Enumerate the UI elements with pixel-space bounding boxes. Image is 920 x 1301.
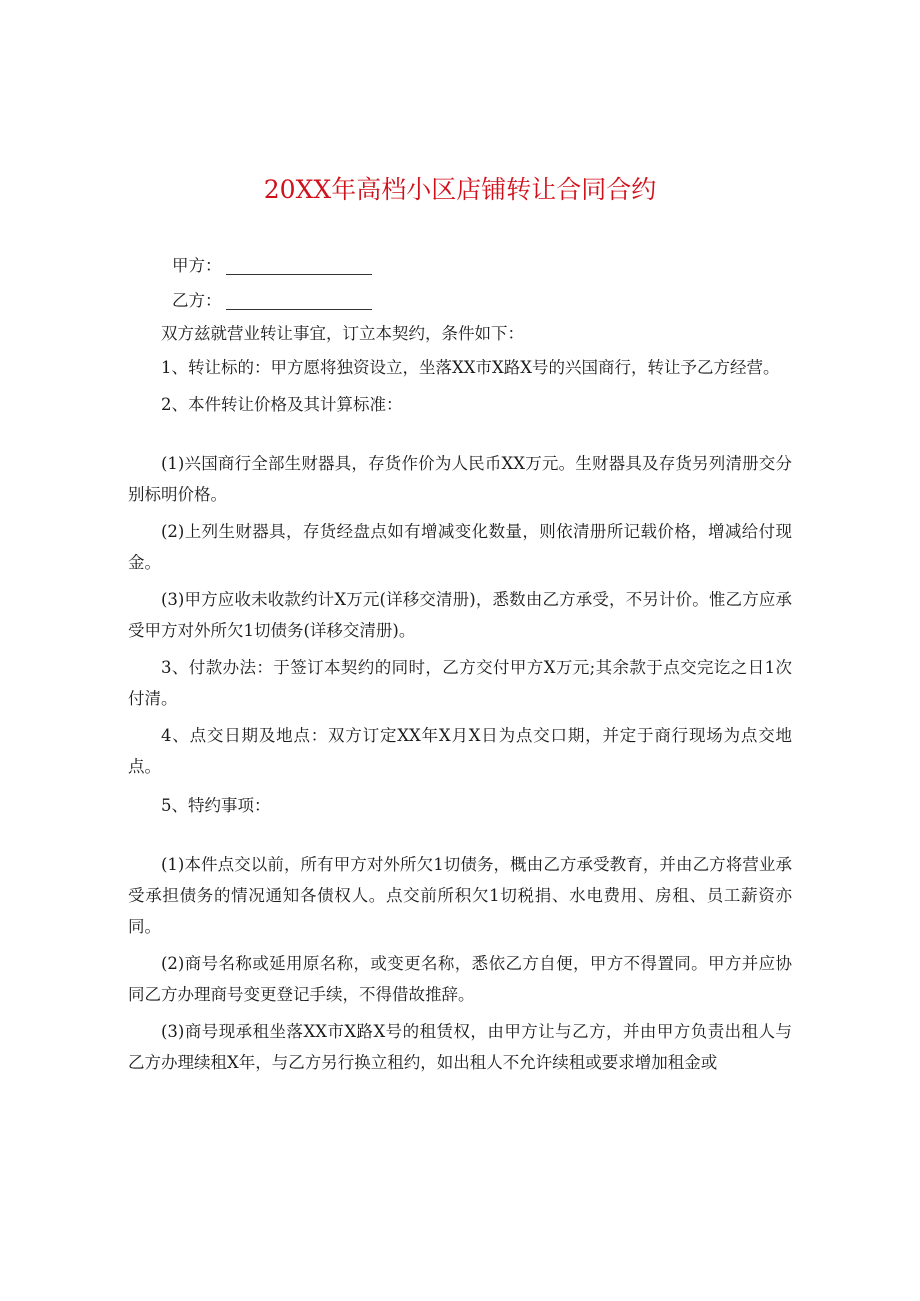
clause-2-item-3: (3)甲方应收未收款约计X万元(详移交清册)，悉数由乙方承受，不另计价。惟乙方应承受甲方对外所欠1切债务(详移交清册)。 — [128, 590, 792, 640]
party-b-label: 乙方： — [172, 291, 222, 310]
clause-4: 4、点交日期及地点：双方订定XX年X月X日为点交口期，并定于商行现场为点交地点。 — [128, 726, 792, 776]
clause-5-item-3: (3)商号现承租坐落XX市X路X号的租赁权，由甲方让与乙方，并由甲方负责出租人与乙方办理续租X年，与乙方另行换立租约，如出租人不允许续租或要求增加租金或 — [128, 1022, 792, 1072]
clause-5-item-2: (2)商号名称或延用原名称，或变更名称，悉依乙方自便，甲方不得置同。甲方并应协同乙方办理商号变更登记手续，不得借故推辞。 — [128, 954, 792, 1004]
clause-1: 1、转让标的：甲方愿将独资设立，坐落XX市X路X号的兴国商行，转让予乙方经营。 — [161, 358, 780, 377]
clause-5-item-1: (1)本件点交以前，所有甲方对外所欠1切债务，概由乙方承受教育，并由乙方将营业承受承担债务的情况通知各债权人。点交前所积欠1切税捐、水电费用、房租、员工薪资亦同。 — [128, 855, 792, 936]
document-body — [128, 250, 792, 1078]
intro-paragraph: 双方兹就营业转让事宜，订立本契约，条件如下： — [161, 324, 524, 343]
party-a-label: 甲方： — [172, 256, 222, 275]
clause-2-heading: 2、本件转让价格及其计算标准： — [161, 395, 403, 414]
clause-2-item-1: (1)兴国商行全部生财器具，存货作价为人民币XX万元。生财器具及存货另列清册交分别标明价格。 — [128, 454, 792, 504]
clause-3: 3、付款办法：于签订本契约的同时，乙方交付甲方X万元;其余款于点交完讫之日1次付清。 — [128, 658, 792, 708]
clause-2-item-2: (2)上列生财器具，存货经盘点如有增减变化数量，则依清册所记载价格，增减给付现金。 — [128, 522, 792, 572]
document-title: 20XX年高档小区店铺转让合同合约 — [263, 175, 657, 204]
party-b-blank — [226, 291, 372, 310]
clause-5-heading: 5、特约事项： — [161, 796, 271, 815]
party-b-line — [128, 285, 792, 316]
party-a-blank — [226, 256, 372, 275]
party-a-line — [128, 250, 792, 281]
